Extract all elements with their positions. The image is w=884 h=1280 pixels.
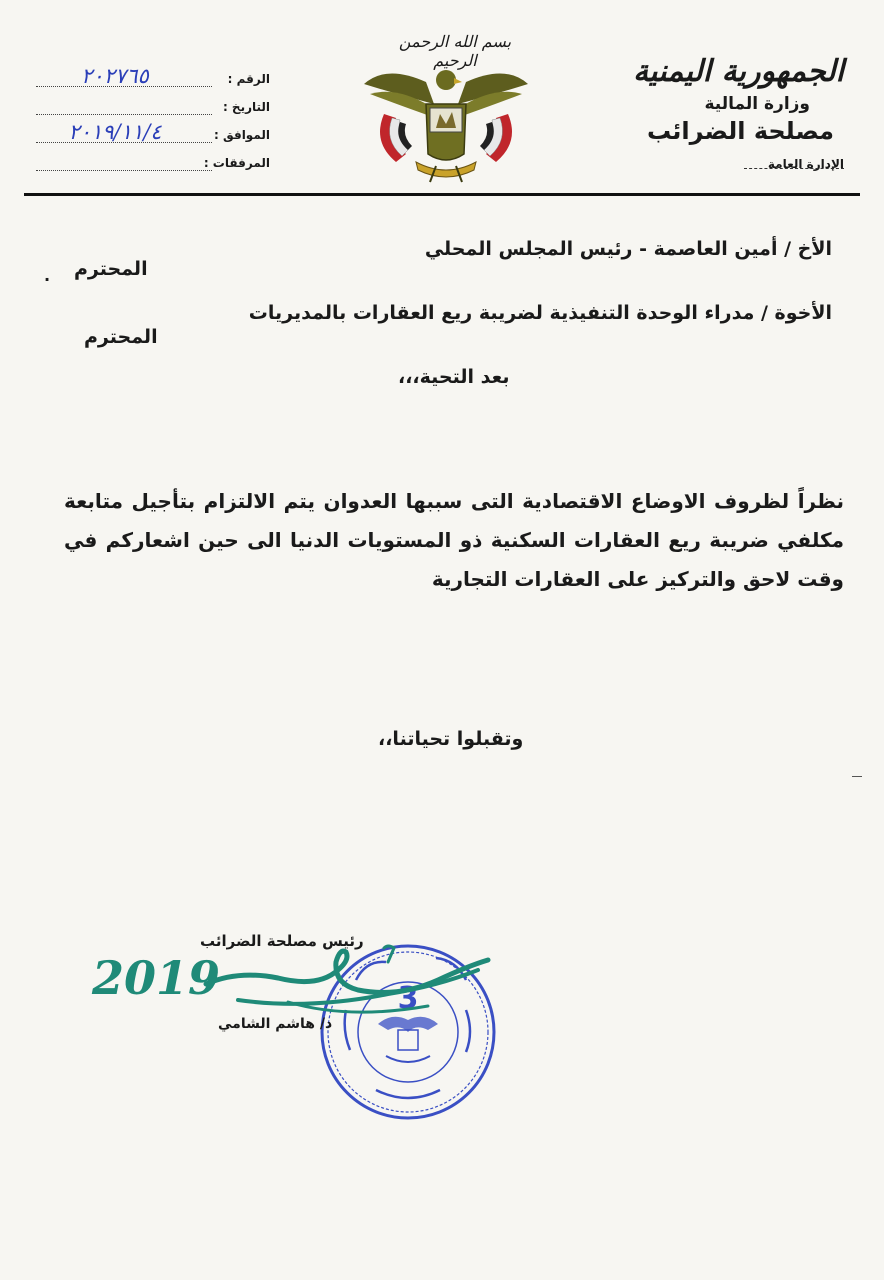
department-name: الإدارة العامة bbox=[767, 157, 844, 171]
signatory-title: رئيس مصلحة الضرائب bbox=[200, 932, 364, 950]
closing: وتقبلوا تحياتنا،، bbox=[378, 728, 524, 750]
margin-dot: . bbox=[44, 266, 51, 285]
date-line bbox=[36, 114, 212, 115]
reference-number-row bbox=[30, 64, 270, 96]
republic-name: الجمهورية اليمنية bbox=[633, 54, 844, 89]
corresponding-date-label: الموافق : bbox=[214, 128, 270, 142]
authority-name: مصلحة الضرائب bbox=[647, 117, 834, 145]
addressee-1-honorific: المحترم bbox=[74, 258, 148, 280]
greeting: بعد التحية،،، bbox=[398, 366, 510, 388]
corresponding-date-value: ٢٠١٩/١١/٤ bbox=[68, 120, 162, 144]
eagle-emblem-icon bbox=[356, 54, 536, 184]
reference-number-value: ۲٠٢٧٦٥ bbox=[81, 64, 149, 88]
date-label: التاريخ : bbox=[222, 100, 270, 114]
margin-dash bbox=[852, 776, 862, 777]
addressee-2-honorific: المحترم bbox=[84, 326, 158, 348]
body-paragraph: نظراً لظروف الاوضاع الاقتصادية التى سببها العدوان يتم الالتزام بتأجيل متابعة مكلفي ضريبة ريع العقارات السكنية ذو المستويات الدنيا الى حين اشعاركم في وقت لاحق والتركيز على العقارات التجارية bbox=[64, 489, 844, 591]
addressee-1: الأخ / أمين العاصمة - رئيس المجلس المحلي bbox=[424, 238, 832, 260]
attachments-row bbox=[30, 154, 270, 180]
header-divider bbox=[24, 193, 860, 196]
addressee-2: الأخوة / مدراء الوحدة التنفيذية لضريبة ريع العقارات بالمديريات bbox=[248, 302, 832, 324]
letterhead-right bbox=[614, 52, 844, 172]
handwritten-signature-icon bbox=[88, 940, 508, 1030]
corresponding-date-row bbox=[30, 120, 270, 152]
reference-block bbox=[30, 64, 270, 182]
reference-number-label: الرقم : bbox=[227, 72, 270, 86]
department-underline bbox=[744, 168, 844, 169]
attachments-line bbox=[36, 170, 212, 171]
attachments-label: المرفقات : bbox=[203, 156, 270, 170]
basmala: بسم الله الرحمن الرحيم bbox=[398, 32, 512, 70]
ministry-name: وزارة المالية bbox=[704, 94, 810, 114]
signatory-name: د/ هاشم الشامي bbox=[218, 1016, 333, 1032]
svg-text:3: 3 bbox=[397, 981, 419, 1016]
signature-year: 2019 bbox=[92, 951, 221, 1005]
